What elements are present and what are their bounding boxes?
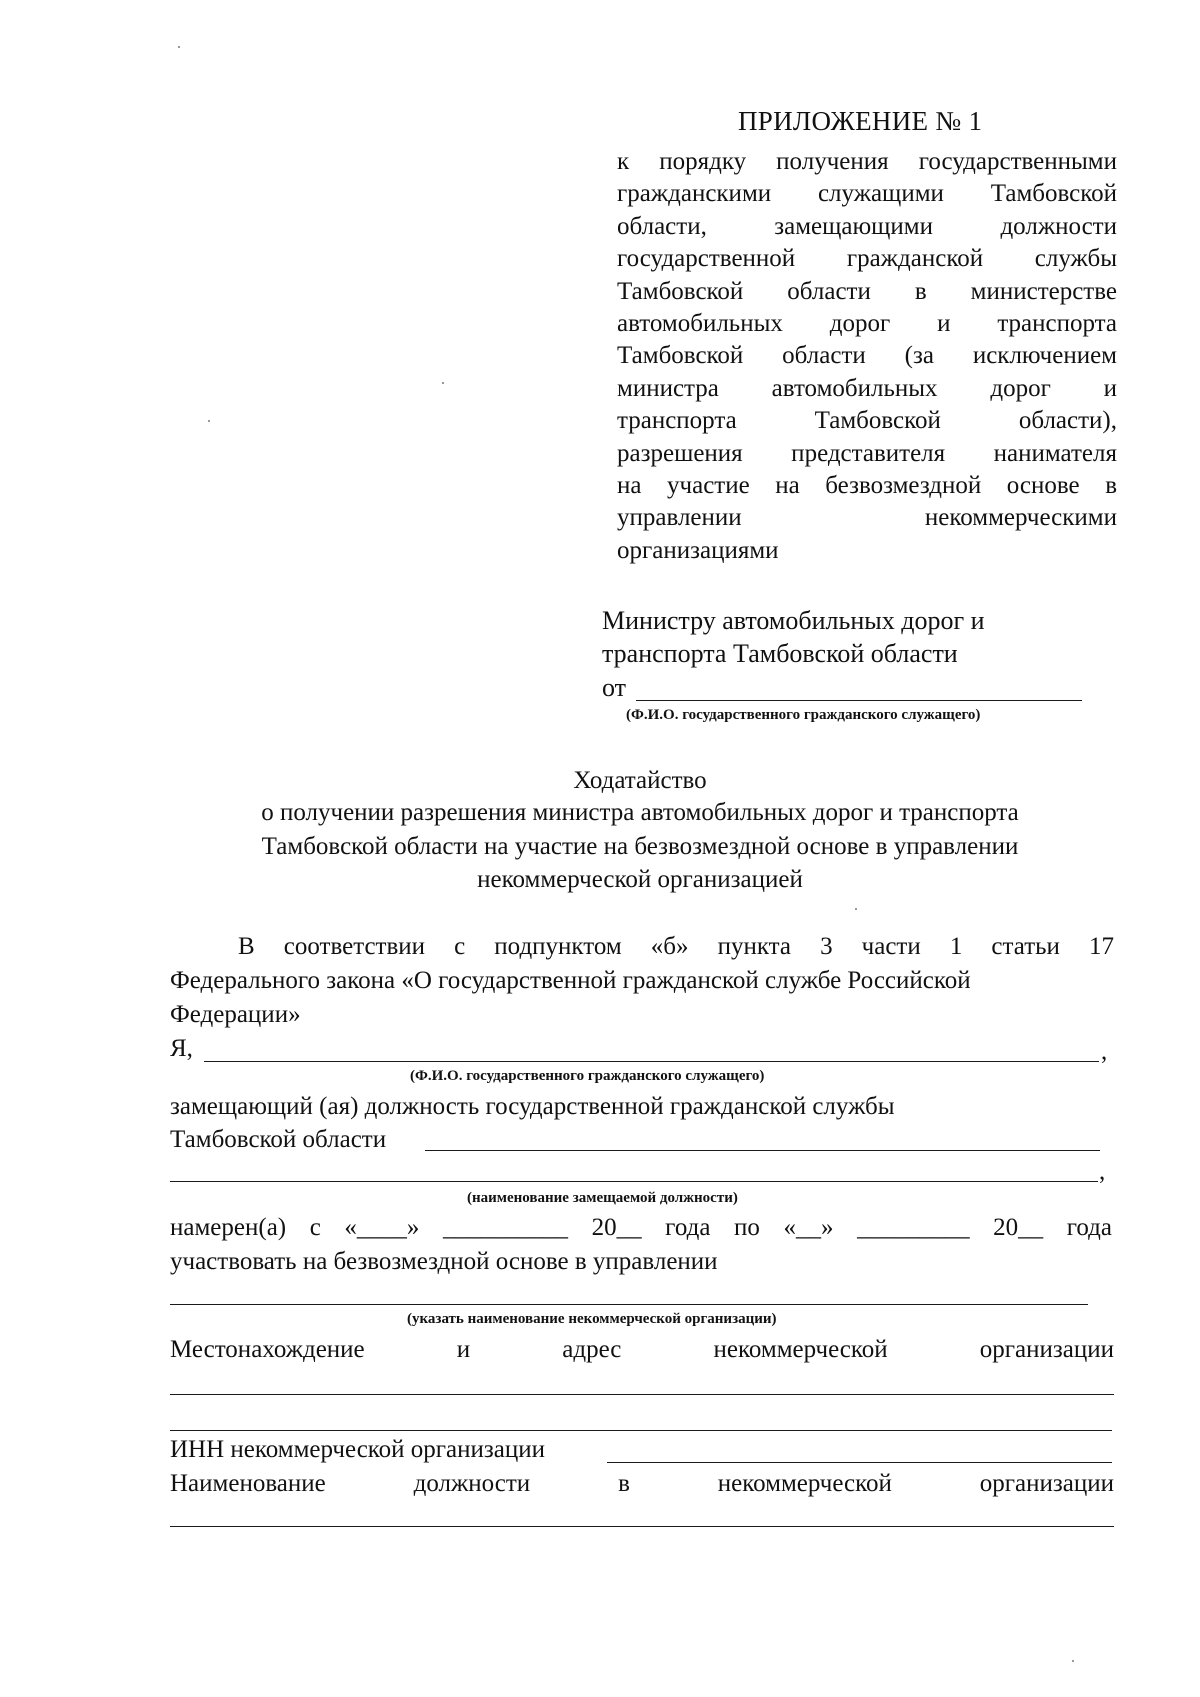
- appendix-line: автомобильных дорог и транспорта: [617, 310, 1117, 337]
- intro-line-2: Федерального закона «О государственной гражданской службе Российской: [170, 967, 971, 994]
- position-caption: (наименование замещаемой должности): [467, 1190, 738, 1206]
- position-comma: ,: [1099, 1158, 1106, 1185]
- applicant-fio-caption: (Ф.И.О. государственного гражданского служащего): [410, 1068, 765, 1084]
- inn-field[interactable]: [607, 1462, 1112, 1463]
- appendix-title: ПРИЛОЖЕНИЕ № 1: [738, 106, 983, 136]
- appendix-line: государственной гражданской службы: [617, 245, 1117, 273]
- from-fio-caption: (Ф.И.О. государственного гражданского служащего): [626, 707, 981, 723]
- intro-line-3: Федерации»: [170, 1001, 301, 1028]
- applicant-fio-field[interactable]: [204, 1061, 1099, 1062]
- fio-comma: ,: [1101, 1038, 1108, 1065]
- appendix-line: управлении некоммерческими: [617, 504, 1117, 532]
- petition-subtitle-1: о получении разрешения министра автомобильных дорог и транспорта: [261, 799, 1019, 826]
- location-line: Местонахождение и адрес некоммерческой организации: [170, 1336, 1114, 1363]
- scan-speck: [178, 46, 180, 48]
- org-position-field[interactable]: [170, 1526, 1114, 1527]
- participate-line: участвовать на безвозмездной основе в управлении: [170, 1248, 718, 1275]
- position-field-1[interactable]: [425, 1150, 1100, 1151]
- org-name-field[interactable]: [170, 1304, 1088, 1305]
- position-line-1: замещающий (ая) должность государственной гражданской службы: [170, 1093, 895, 1120]
- appendix-line: Тамбовской области (за исключением: [617, 342, 1117, 370]
- i-label: Я,: [170, 1035, 193, 1062]
- appendix-line: транспорта Тамбовской области),: [617, 407, 1117, 435]
- petition-subtitle-2: Тамбовской области на участие на безвозмездной основе в управлении: [261, 833, 1019, 860]
- addressee-line-1: Министру автомобильных дорог и: [602, 606, 985, 635]
- intro-line-1: В соответствии с подпунктом «б» пункта 3 части 1 статьи 17: [238, 933, 1114, 960]
- appendix-line: на участие на безвозмездной основе в: [617, 472, 1117, 499]
- petition-subtitle-3: некоммерческой организацией: [477, 866, 803, 893]
- position-line-2: Тамбовской области: [170, 1126, 387, 1153]
- location-field-1[interactable]: [170, 1394, 1114, 1395]
- scan-speck: [208, 420, 210, 422]
- from-fio-field[interactable]: [636, 700, 1082, 701]
- appendix-line: организациями: [617, 536, 779, 564]
- org-position-line: Наименование должности в некоммерческой организации: [170, 1470, 1114, 1497]
- inn-label: ИНН некоммерческой организации: [170, 1436, 546, 1463]
- from-label: от: [602, 673, 627, 702]
- appendix-line: гражданскими служащими Тамбовской: [617, 180, 1117, 208]
- scan-speck: [442, 382, 444, 384]
- appendix-line: министра автомобильных дорог и: [617, 374, 1117, 402]
- scan-speck: [855, 908, 857, 910]
- scan-speck: [1072, 1660, 1074, 1662]
- position-field-2[interactable]: [170, 1181, 1098, 1182]
- petition-title: Ходатайство: [573, 767, 707, 794]
- addressee-line-2: транспорта Тамбовской области: [602, 639, 958, 668]
- intend-dates-line[interactable]: намерен(а) с «____» __________ 20__ года по «__» _________ 20__ года: [170, 1214, 1112, 1241]
- appendix-line: Тамбовской области в министерстве: [617, 277, 1117, 305]
- location-field-2[interactable]: [170, 1430, 1112, 1431]
- appendix-line: к порядку получения государственными: [617, 148, 1117, 175]
- org-name-caption: (указать наименование некоммерческой организации): [407, 1311, 777, 1327]
- appendix-line: области, замещающими должности: [617, 212, 1117, 240]
- appendix-line: разрешения представителя нанимателя: [617, 439, 1117, 467]
